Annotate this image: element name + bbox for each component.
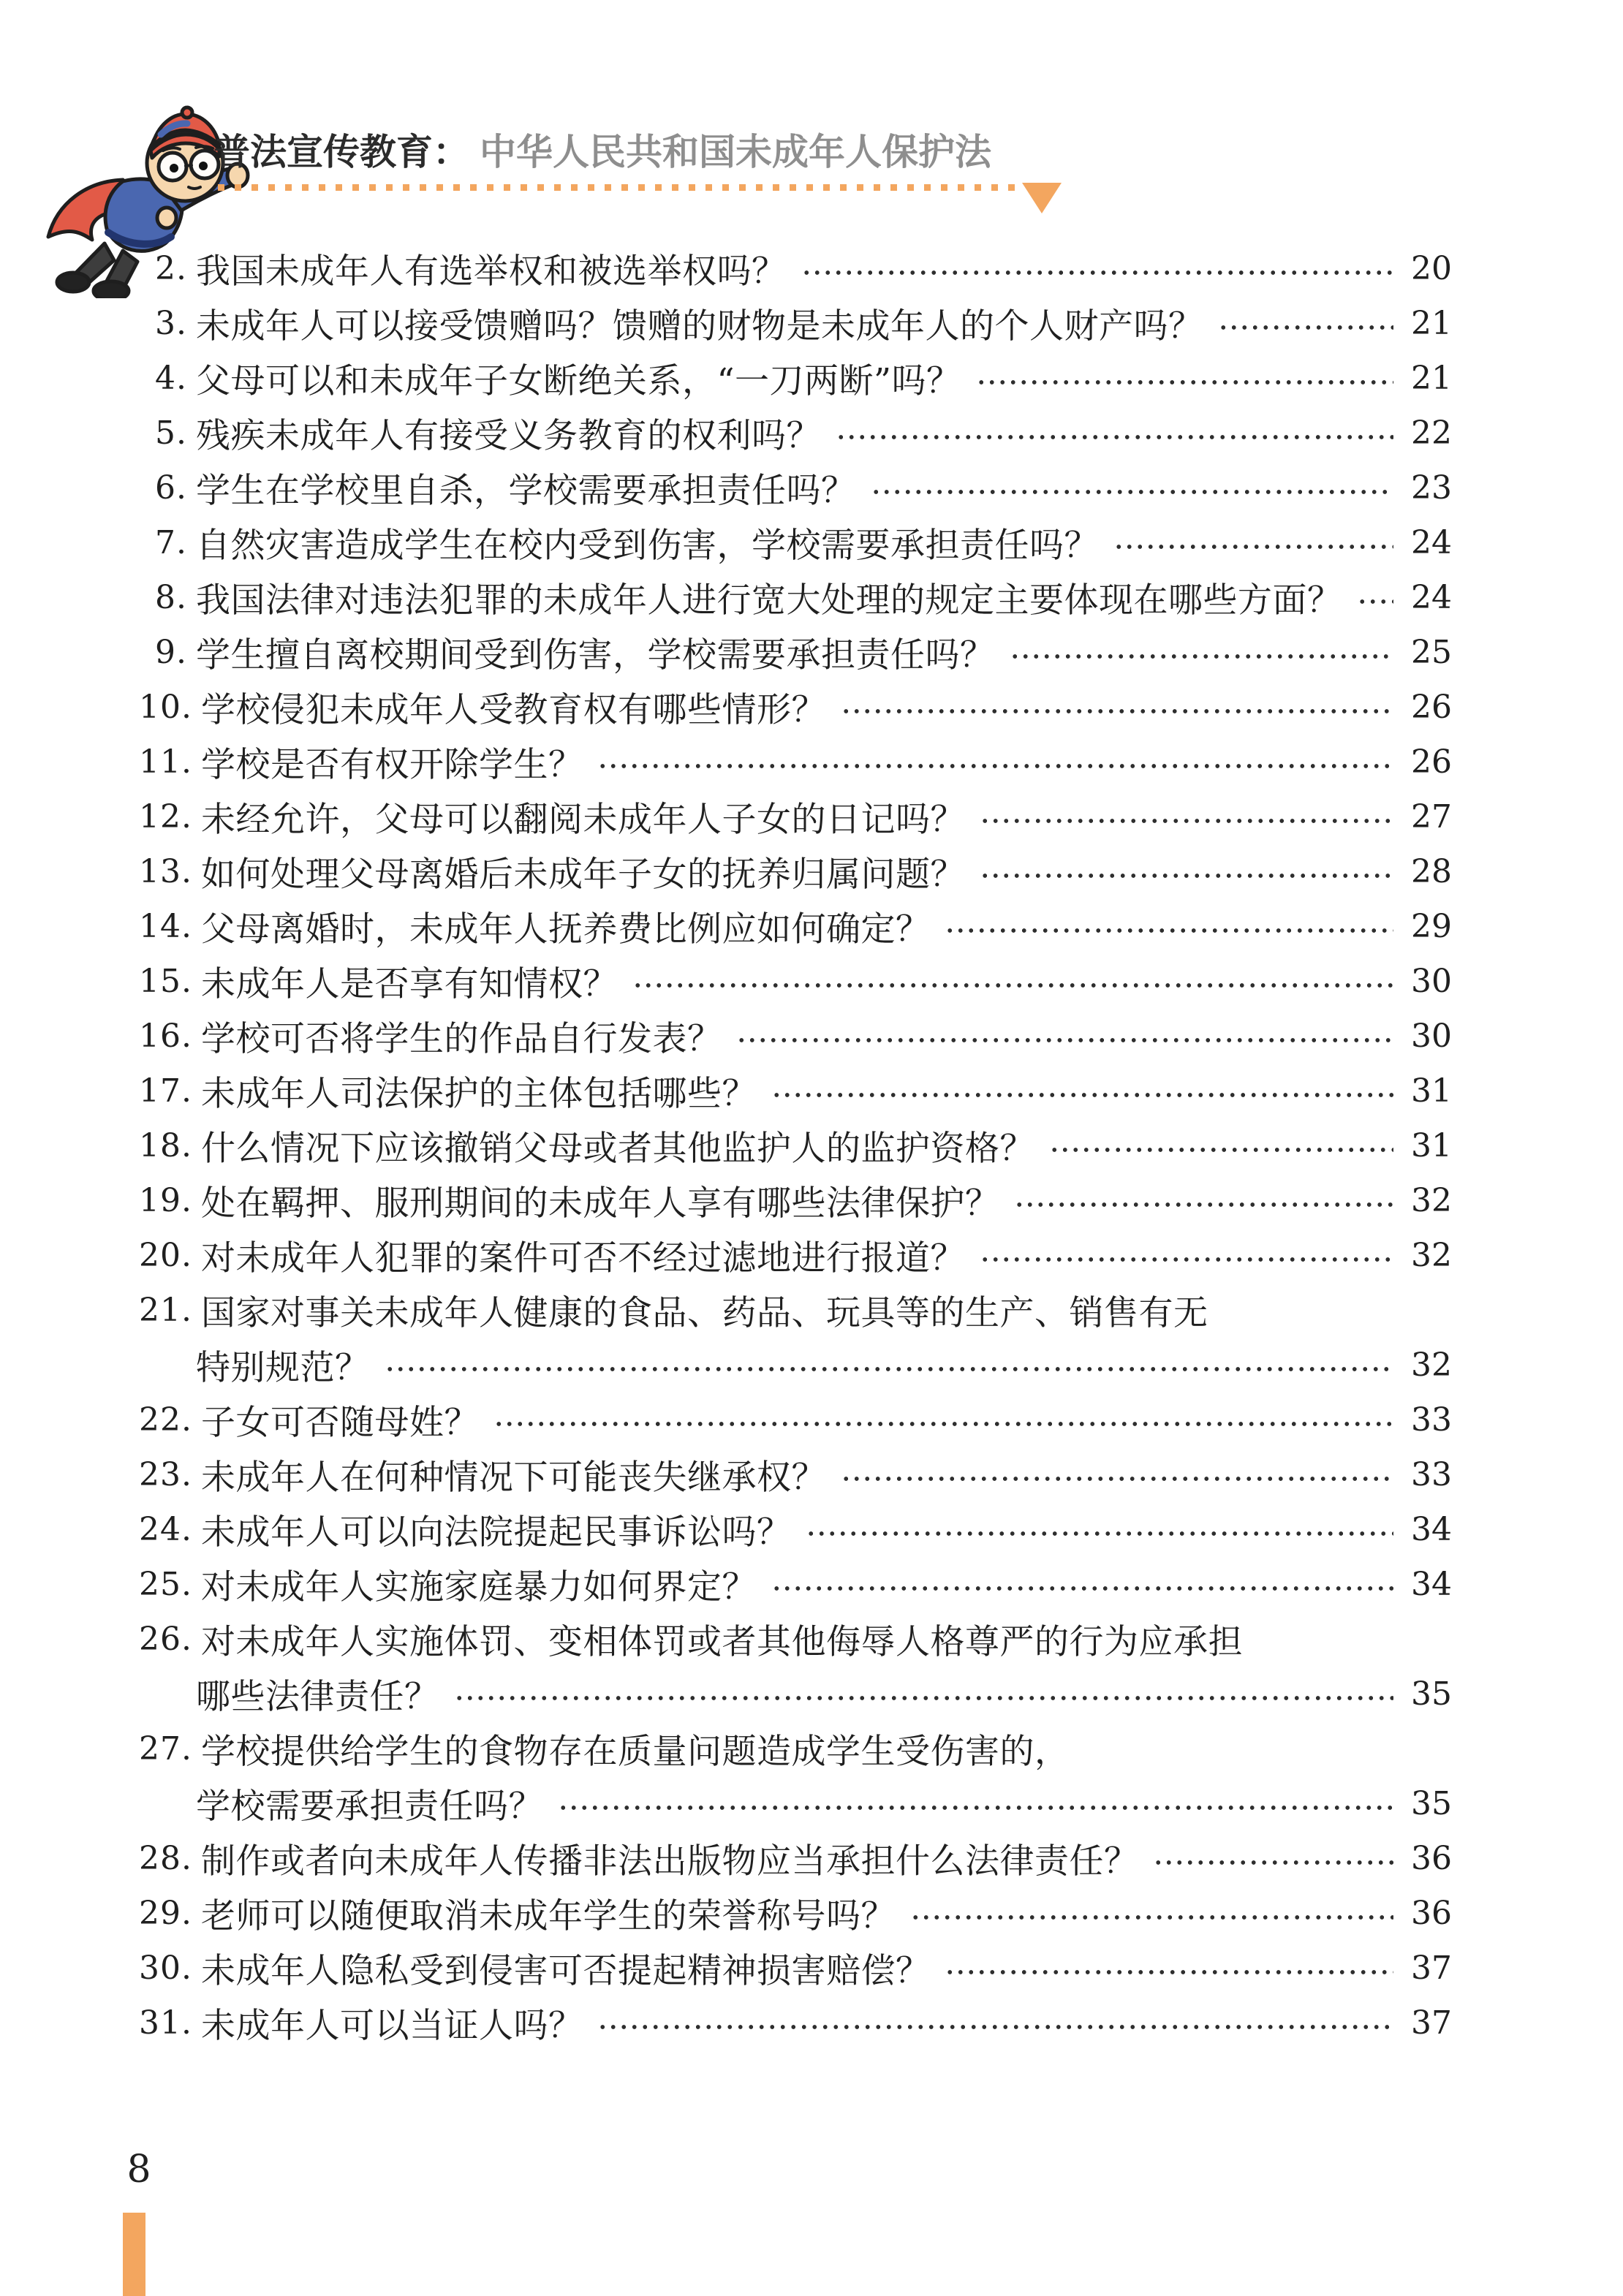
toc-item-title: 未成年人可以接受馈赠吗？馈赠的财物是未成年人的个人财产吗？	[196, 306, 1203, 346]
dotted-leader	[771, 1091, 1393, 1099]
toc-item-page-number: 36	[1411, 1895, 1452, 1932]
dotted-leader	[945, 1968, 1393, 1977]
toc-item-number: 17.	[139, 1072, 192, 1110]
dotted-leader	[1113, 542, 1393, 551]
toc-item-title: 学校是否有权开除学生？	[200, 745, 583, 785]
toc-item-page-number: 31	[1411, 1072, 1452, 1110]
dotted-leader	[841, 707, 1393, 716]
dotted-leader	[1010, 652, 1394, 661]
toc-item-number: 4.	[155, 360, 187, 397]
toc-item-number: 12.	[139, 798, 192, 836]
toc-row	[139, 1886, 1452, 1941]
toc-row	[139, 1557, 1452, 1612]
header-title-law-name: 中华人民共和国未成年人保护法	[480, 131, 991, 173]
toc-row	[139, 1667, 1452, 1721]
toc-row	[139, 1831, 1452, 1886]
toc-item-number: 6.	[155, 469, 187, 507]
toc-row	[139, 296, 1452, 351]
toc-item-title: 残疾未成年人有接受义务教育的权利吗？	[196, 416, 821, 456]
toc-item-number: 10.	[139, 689, 192, 726]
toc-item-title: 学校侵犯未成年人受教育权有哪些情形？	[200, 690, 826, 730]
dotted-leader	[493, 1420, 1393, 1428]
toc-row	[139, 1173, 1452, 1228]
toc-row	[139, 899, 1452, 954]
toc-item-page-number: 35	[1411, 1785, 1452, 1822]
toc-item-number: 11.	[139, 743, 192, 781]
toc-item-page-number: 26	[1411, 689, 1452, 726]
page-header-title	[213, 129, 991, 175]
toc-row	[139, 351, 1452, 406]
toc-row	[139, 1228, 1452, 1283]
toc-item-page-number: 26	[1411, 743, 1452, 781]
toc-item-number: 29.	[139, 1895, 192, 1932]
toc-item-page-number: 34	[1411, 1511, 1452, 1548]
page-number: 8	[126, 2148, 151, 2191]
dotted-leader	[632, 981, 1393, 990]
toc-row	[139, 1064, 1452, 1118]
toc-item-number: 19.	[139, 1182, 192, 1219]
dotted-leader	[980, 871, 1393, 880]
toc-row	[139, 625, 1452, 680]
toc-item-page-number: 21	[1411, 360, 1452, 397]
toc-item-title: 对未成年人犯罪的案件可否不经过滤地进行报道？	[200, 1238, 965, 1278]
toc-item-title: 特别规范？	[196, 1348, 370, 1388]
toc-item-page-number: 22	[1411, 414, 1452, 452]
toc-item-page-number: 36	[1411, 1840, 1452, 1877]
toc-item-title: 学校需要承担责任吗？	[196, 1787, 543, 1827]
dotted-leader	[801, 268, 1394, 277]
triangle-down-icon	[1022, 183, 1062, 213]
toc-item-title: 我国法律对违法犯罪的未成年人进行宽大处理的规定主要体现在哪些方面？	[196, 580, 1342, 621]
toc-item-title: 未成年人可以向法院提起民事诉讼吗？	[200, 1512, 792, 1553]
toc-item-page-number: 32	[1411, 1237, 1452, 1274]
toc-item-title: 未成年人在何种情况下可能丧失继承权？	[200, 1458, 826, 1498]
toc-item-title: 父母可以和未成年子女断绝关系，“一刀两断”吗？	[196, 361, 961, 401]
toc-row	[139, 515, 1452, 570]
toc-item-title: 未成年人司法保护的主体包括哪些？	[200, 1074, 757, 1114]
toc-item-page-number: 30	[1411, 963, 1452, 1000]
toc-row	[139, 1996, 1452, 2050]
dotted-leader	[945, 926, 1393, 935]
toc-item-number: 30.	[139, 1950, 192, 1987]
dotted-leader	[1218, 323, 1394, 332]
dotted-leader	[1153, 1858, 1393, 1867]
toc-row	[139, 954, 1452, 1009]
toc-item-page-number: 33	[1411, 1401, 1452, 1439]
dotted-leader	[980, 1255, 1393, 1264]
toc-item-page-number: 25	[1411, 634, 1452, 671]
toc-item-page-number: 34	[1411, 1566, 1452, 1603]
dotted-leader	[1014, 1200, 1393, 1209]
toc-item-number: 25.	[139, 1566, 192, 1603]
toc-item-page-number: 32	[1411, 1182, 1452, 1219]
toc-row	[139, 1009, 1452, 1064]
toc-item-title: 未成年人隐私受到侵害可否提起精神损害赔偿？	[200, 1951, 931, 1991]
toc-item-number: 13.	[139, 853, 192, 890]
toc-item-title: 学生在学校里自杀，学校需要承担责任吗？	[196, 471, 856, 511]
footer-accent-bar	[123, 2213, 145, 2296]
toc-item-number: 7.	[155, 524, 187, 561]
toc-item-page-number: 24	[1411, 524, 1452, 561]
toc-row	[139, 844, 1452, 899]
dotted-leader	[806, 1529, 1393, 1538]
dotted-leader	[1357, 597, 1394, 606]
dotted-leader	[771, 1584, 1393, 1593]
dotted-leader	[597, 762, 1393, 770]
toc-row	[139, 1776, 1452, 1831]
toc-item-title: 学校可否将学生的作品自行发表？	[200, 1019, 722, 1059]
toc-item-title: 如何处理父母离婚后未成年子女的抚养归属问题？	[200, 855, 965, 895]
toc-item-page-number: 23	[1411, 469, 1452, 507]
dotted-leader	[976, 378, 1393, 387]
toc-item-title: 哪些法律责任？	[196, 1677, 439, 1717]
toc-item-title: 处在羁押、服刑期间的未成年人享有哪些法律保护？	[200, 1183, 1000, 1224]
toc-item-title: 父母离婚时，未成年人抚养费比例应如何确定？	[200, 909, 931, 950]
toc-item-title: 我国未成年人有选举权和被选举权吗？	[196, 251, 787, 292]
toc-row	[139, 1941, 1452, 1996]
toc-item-page-number: 37	[1411, 2004, 1452, 2042]
toc-row	[139, 1502, 1452, 1557]
toc-item-title: 什么情况下应该撤销父母或者其他监护人的监护资格？	[200, 1129, 1034, 1169]
toc-item-page-number: 31	[1411, 1127, 1452, 1164]
dotted-leader	[871, 488, 1394, 496]
toc-item-number: 15.	[139, 963, 192, 1000]
toc-item-title: 国家对事关未成年人健康的食品、药品、玩具等的生产、销售有无	[200, 1293, 1208, 1333]
toc-item-page-number: 20	[1411, 250, 1452, 287]
dotted-leader	[454, 1694, 1394, 1702]
toc-row	[139, 406, 1452, 461]
toc-item-page-number: 24	[1411, 579, 1452, 616]
toc-item-number: 31.	[139, 2004, 192, 2042]
toc-item-number: 14.	[139, 908, 192, 945]
toc-item-number: 28.	[139, 1840, 192, 1877]
toc-row	[139, 789, 1452, 844]
toc-item-number: 5.	[155, 414, 187, 452]
dotted-leader	[597, 2023, 1393, 2031]
toc-item-number: 24.	[139, 1511, 192, 1548]
toc-item-number: 23.	[139, 1456, 192, 1493]
toc-item-number: 9.	[155, 634, 187, 671]
toc-row	[139, 241, 1452, 296]
toc-row	[139, 1393, 1452, 1447]
toc-item-number: 3.	[155, 305, 187, 342]
toc-item-number: 20.	[139, 1237, 192, 1274]
toc-item-number: 22.	[139, 1401, 192, 1439]
toc-item-title: 制作或者向未成年人传播非法出版物应当承担什么法律责任？	[200, 1841, 1139, 1882]
dotted-divider	[218, 184, 1016, 191]
dotted-leader	[736, 1036, 1393, 1045]
toc-item-page-number: 29	[1411, 908, 1452, 945]
dotted-leader	[836, 433, 1393, 442]
toc-item-title: 学生擅自离校期间受到伤害，学校需要承担责任吗？	[196, 635, 995, 675]
toc-item-title: 对未成年人实施体罚、变相体罚或者其他侮辱人格尊严的行为应承担	[200, 1622, 1243, 1662]
toc-item-number: 8.	[155, 579, 187, 616]
dotted-leader	[1049, 1145, 1393, 1154]
toc-item-title: 未经允许，父母可以翻阅未成年人子女的日记吗？	[200, 800, 965, 840]
toc-item-title: 老师可以随便取消未成年学生的荣誉称号吗？	[200, 1896, 896, 1936]
toc-row	[139, 1721, 1452, 1776]
toc-item-title: 未成年人是否享有知情权？	[200, 964, 618, 1004]
toc-item-number: 27.	[139, 1730, 192, 1768]
toc-row	[139, 1338, 1452, 1393]
toc-item-number: 21.	[139, 1292, 192, 1329]
toc-row	[139, 1283, 1452, 1338]
dotted-leader	[385, 1365, 1394, 1374]
dotted-leader	[910, 1913, 1393, 1922]
toc-item-title: 未成年人可以当证人吗？	[200, 2006, 583, 2046]
toc-row	[139, 461, 1452, 515]
toc-item-title: 子女可否随母姓？	[200, 1403, 479, 1443]
toc-row	[139, 1447, 1452, 1502]
toc-item-title: 对未成年人实施家庭暴力如何界定？	[200, 1567, 757, 1607]
toc-item-title: 学校提供给学生的食物存在质量问题造成学生受伤害的，	[200, 1732, 1070, 1772]
toc-item-page-number: 21	[1411, 305, 1452, 342]
toc-row	[139, 570, 1452, 625]
toc-item-title: 自然灾害造成学生在校内受到伤害，学校需要承担责任吗？	[196, 526, 1099, 566]
toc-row	[139, 1612, 1452, 1667]
header-title-prefix: 普法宣传教育：	[213, 131, 469, 173]
toc-item-number: 26.	[139, 1621, 192, 1658]
toc-item-number: 2.	[155, 250, 187, 287]
toc-row	[139, 680, 1452, 735]
toc-item-page-number: 30	[1411, 1018, 1452, 1055]
toc-item-page-number: 37	[1411, 1950, 1452, 1987]
toc-item-page-number: 33	[1411, 1456, 1452, 1493]
toc-row	[139, 735, 1452, 789]
toc-item-page-number: 32	[1411, 1346, 1452, 1384]
toc-list	[139, 241, 1452, 2050]
toc-item-page-number: 28	[1411, 853, 1452, 890]
dotted-leader	[980, 817, 1393, 825]
toc-item-number: 18.	[139, 1127, 192, 1164]
dotted-leader	[558, 1803, 1393, 1812]
toc-item-page-number: 35	[1411, 1675, 1452, 1713]
toc-item-number: 16.	[139, 1018, 192, 1055]
toc-row	[139, 1118, 1452, 1173]
dotted-leader	[841, 1474, 1393, 1483]
toc-item-page-number: 27	[1411, 798, 1452, 836]
